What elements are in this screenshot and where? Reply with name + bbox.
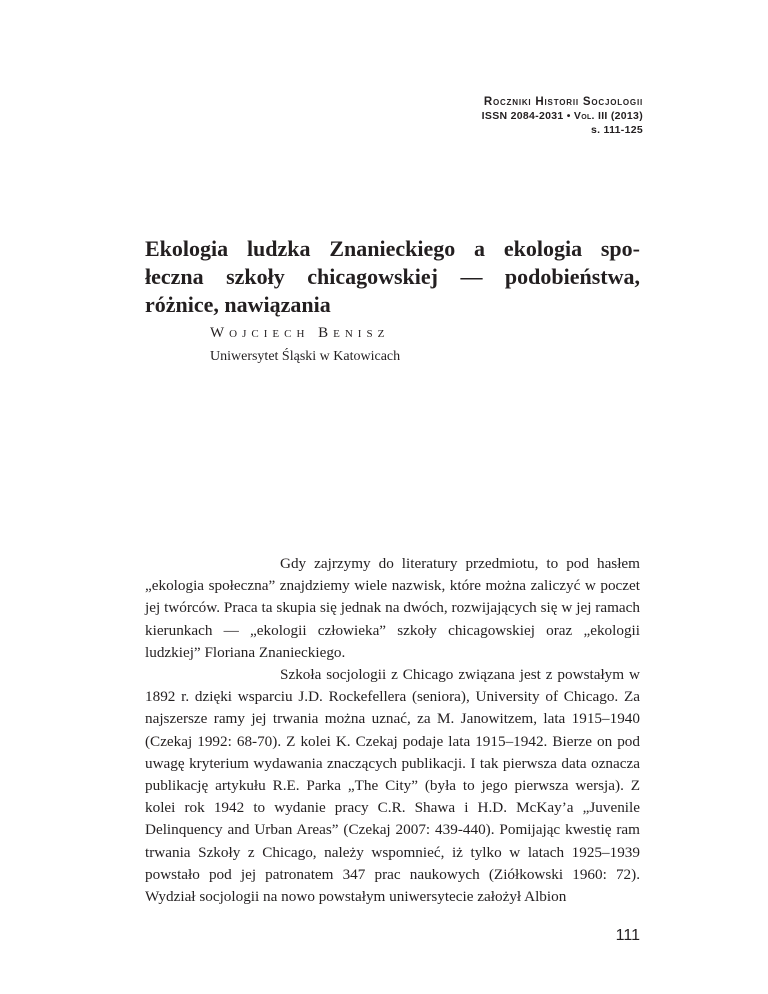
body-paragraph: Szkoła socjologii z Chicago związana jest z powstałym w 1892 r. dzięki wsparciu J.D. Rockefellera (seniora), University of Chicago. Za najszersze ramy jej trwania można uznać, za M. Janowitzem, lata 1915–1940 (Czekaj 1992: 68-70). Z kolei K. Czekaj podaje lata 1915–1942. Bierze on pod uwagę kryterium wydawania znaczących publikacji. I tak pierwsza data oznacza publikację artykułu R.E. Parka „The City” (była to jego pierwsza wersja). Z kolei rok 1942 to wydanie pracy C.R. Shawa i H.D. McKay’a „Juvenile Delinquency and Urban Areas” (Czekaj 2007: 439-440). Pomijając kwestię ram trwania Szkoły z Chicago, należy wspomnieć, iż tylko w latach 1925–1939 powstało pod jej patronatem 347 prac naukowych (Ziółkowski 1960: 72). Wydział socjologii na nowo powstałym uniwersytecie założył Albion	[145, 666, 640, 906]
page-number: 111	[615, 927, 640, 944]
author-affiliation: Uniwersytet Śląski w Katowicach	[210, 349, 401, 364]
article-title	[145, 235, 640, 319]
title-line: Ekologia ludzka Znanieckiego a ekologia spo-	[145, 236, 640, 261]
article-body	[145, 553, 640, 908]
journal-name: Roczniki Historii Socjologii	[483, 96, 643, 108]
title-line: łeczna szkoły chicagowskiej — podobieństwa,	[145, 264, 640, 289]
body-paragraph: Gdy zajrzymy do literatury przedmiotu, to pod hasłem „ekologia społeczna” znajdziemy wiele nazwisk, które można zaliczyć w poczet jej twórców. Praca ta skupia się jednak na dwóch, rozwijających się w jej ramach kierunkach — „ekologii człowieka” szkoły chicagowskiej oraz „ekologii ludzkiej” Floriana Znanieckiego.	[145, 555, 640, 661]
journal-header	[243, 95, 643, 137]
author-name: Wojciech Benisz	[210, 325, 390, 341]
title-line: różnice, nawiązania	[145, 292, 331, 317]
journal-issn-volume: ISSN 2084-2031 • Vol. III (2013)	[481, 110, 643, 122]
journal-page-range: s. 111-125	[590, 124, 643, 136]
